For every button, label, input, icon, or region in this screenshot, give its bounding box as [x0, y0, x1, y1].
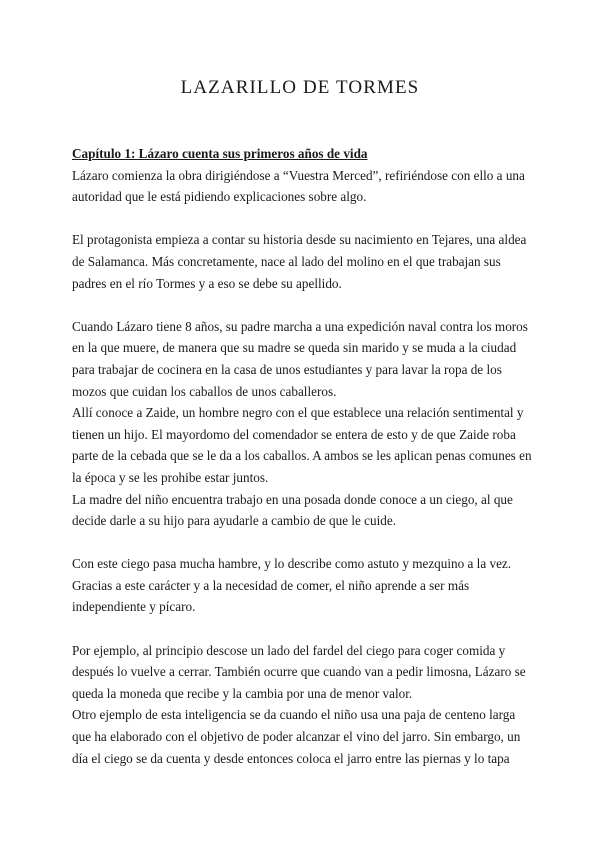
paragraph: Con este ciego pasa mucha hambre, y lo describe como astuto y mezquino a la vez. Gracias a este carácter y a la necesidad de comer, el niño aprende a ser más independiente y pícaro.	[72, 556, 512, 615]
paragraph-gap	[72, 208, 536, 230]
paragraph-group	[72, 640, 536, 770]
paragraph-gap	[72, 618, 536, 640]
paragraph-gap	[72, 532, 536, 554]
paragraph: Por ejemplo, al principio descose un lado del fardel del ciego para coger comida y después lo vuelve a cerrar. También ocurre que cuando van a pedir limosna, Lázaro se queda la moneda que recibe y la cambia por una de menor valor.	[72, 642, 526, 701]
paragraph: El protagonista empieza a contar su historia desde su nacimiento en Tejares, una aldea de Salamanca. Más concretamente, nace al lado del molino en el que trabajan sus padres en el río Tormes y a eso se debe su apellido.	[72, 232, 527, 291]
paragraph-group	[72, 229, 536, 294]
paragraph-group	[72, 553, 536, 618]
document-title: LAZARILLO DE TORMES	[180, 77, 420, 98]
paragraph-gap	[72, 294, 536, 316]
paragraph: La madre del niño encuentra trabajo en una posada donde conoce a un ciego, al que decide darle a su hijo para ayudarle a cambio de que le cuide.	[72, 491, 513, 529]
paragraph: Allí conoce a Zaide, un hombre negro con el que establece una relación sentimental y tienen un hijo. El mayordomo del comendador se entera de esto y de que Zaide roba parte de la cebada que se le da a los caballos. A ambos se les aplican penas comunes en la época y se les prohibe estar juntos.	[72, 405, 532, 485]
paragraph-group	[72, 165, 536, 208]
paragraph: Cuando Lázaro tiene 8 años, su padre marcha a una expedición naval contra los moros en la que muere, de manera que su madre se queda sin marido y se muda a la ciudad para trabajar de cocinera en la casa de unos estudiantes y para lavar la ropa de los mozos que cuidan los caballos de unos caballeros.	[72, 318, 528, 399]
paragraph: Otro ejemplo de esta inteligencia se da cuando el niño usa una paja de centeno larga que ha elaborado con el objetivo de poder alcanzar el vino del jarro. Sin embargo, un día el ciego se da cuenta y desde entonces coloca el jarro entre las piernas y lo tapa	[72, 707, 521, 766]
paragraph-group	[72, 316, 536, 532]
paragraph: Lázaro comienza la obra dirigiéndose a “Vuestra Merced”, refiriéndose con ello a una autoridad que le está pidiendo explicaciones sobre algo.	[72, 167, 525, 205]
document-body	[72, 143, 536, 769]
chapter-heading: Capítulo 1: Lázaro cuenta sus primeros años de vida	[72, 146, 368, 161]
